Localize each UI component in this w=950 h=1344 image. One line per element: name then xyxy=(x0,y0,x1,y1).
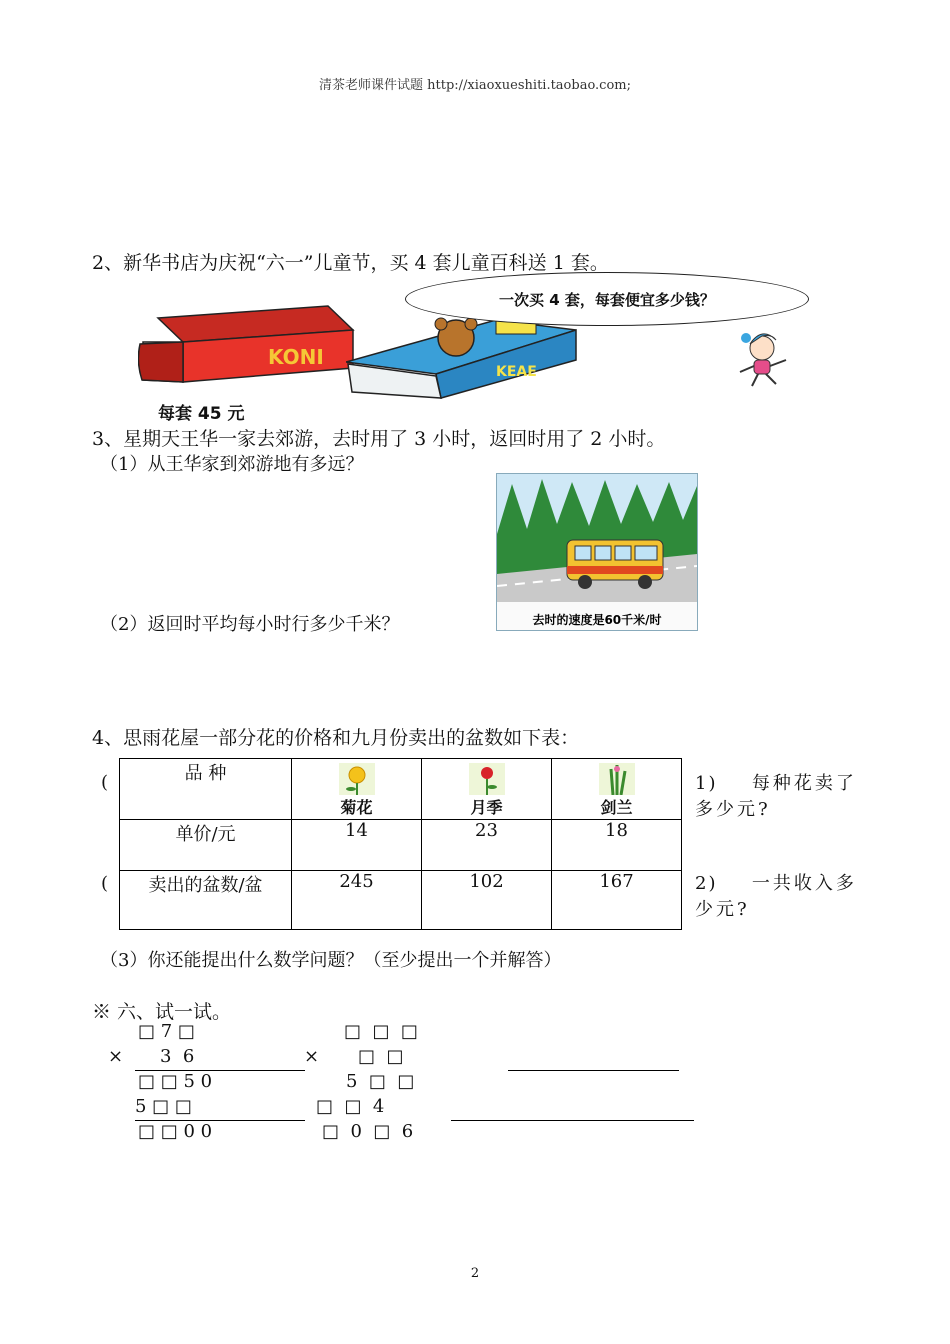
page-number: 2 xyxy=(470,1266,480,1281)
side-question-1 xyxy=(695,771,865,823)
side-question-1-text: 每种花卖了多少元? xyxy=(695,773,857,820)
side-question-2 xyxy=(695,871,865,923)
question-4-sub3: （3）你还能提出什么数学问题？（至少提出一个并解答） xyxy=(100,950,562,971)
puzzle-right-rule-1 xyxy=(508,1070,679,1071)
puzzle-right-line-2: □ □ xyxy=(358,1046,404,1067)
rose-icon xyxy=(469,763,505,795)
table-header-row xyxy=(120,759,682,820)
table-cell: 23 xyxy=(422,820,552,871)
page-header: 清茶老师课件试题 http://xiaoxueshiti.taobao.com; xyxy=(318,78,631,93)
puzzle-right-line-5: □ 0 □ 6 xyxy=(322,1121,414,1142)
section-6-title: ※ 六、试一试。 xyxy=(92,1001,232,1023)
question-3-sub2: （2）返回时平均每小时行多少千米？ xyxy=(100,614,400,635)
flower-price-table xyxy=(119,758,682,930)
puzzle-right-line-4: □ □ 4 xyxy=(316,1096,385,1117)
flower-name: 月季 xyxy=(470,798,503,817)
puzzle-left-line-4: 5 □ □ xyxy=(135,1096,192,1117)
puzzle-left-line-3: □ □ 5 0 xyxy=(138,1071,213,1092)
puzzle-left-line-1: □ 7 □ xyxy=(138,1021,195,1042)
table-cell xyxy=(422,759,552,820)
table-cell: 167 xyxy=(552,871,682,930)
table-cell: 245 xyxy=(292,871,422,930)
question-3-title: 3、星期天王华一家去郊游，去时用了 3 小时，返回时用了 2 小时。 xyxy=(92,428,666,450)
chrysanthemum-icon xyxy=(339,763,375,795)
side-question-2-text: 一共收入多少元? xyxy=(695,873,857,920)
svg-text:KEAE: KEAE xyxy=(496,364,537,380)
table-cell: 单价/元 xyxy=(120,820,292,871)
bus-caption: 去时的速度是60千米/时 xyxy=(532,613,662,627)
table-cell xyxy=(292,759,422,820)
girl-character-icon xyxy=(732,326,794,390)
red-book-illustration xyxy=(138,300,358,390)
price-label: 每套 45 元 xyxy=(158,404,245,424)
flower-name: 菊花 xyxy=(340,798,373,817)
puzzle-left-times: × xyxy=(108,1046,124,1067)
question-3-sub1: （1）从王华家到郊游地有多远？ xyxy=(100,454,364,475)
bus-scene-icon xyxy=(497,474,697,630)
side-question-2-number: 2) xyxy=(695,873,718,894)
puzzle-left-line-2: 3 6 xyxy=(160,1046,195,1067)
question-2-title: 2、新华书店为庆祝“六一”儿童节，买 4 套儿童百科送 1 套。 xyxy=(92,252,609,274)
gladiolus-icon xyxy=(599,763,635,795)
table-cell xyxy=(552,759,682,820)
svg-text:KONI: KONI xyxy=(268,345,324,369)
table-cell: 品 种 xyxy=(120,759,292,820)
table-cell: 18 xyxy=(552,820,682,871)
puzzle-right-rule-2 xyxy=(451,1120,694,1121)
table-cell: 14 xyxy=(292,820,422,871)
puzzle-right-line-1: □ □ □ xyxy=(344,1021,418,1042)
bus-picture xyxy=(496,473,698,631)
flower-name: 剑兰 xyxy=(600,798,633,817)
speech-bubble: 一次买 4 套，每套便宜多少钱？ xyxy=(405,272,809,326)
table-cell: 卖出的盆数/盆 xyxy=(120,871,292,930)
paren-1: ( xyxy=(101,772,109,793)
side-question-1-number: 1) xyxy=(695,773,718,794)
question-4-title: 4、思雨花屋一部分花的价格和九月份卖出的盆数如下表： xyxy=(92,727,580,749)
puzzle-right-line-3: 5 □ □ xyxy=(346,1071,415,1092)
table-row xyxy=(120,871,682,930)
paren-2: ( xyxy=(101,873,109,894)
puzzle-right-times: × xyxy=(304,1046,320,1067)
table-cell: 102 xyxy=(422,871,552,930)
table-row xyxy=(120,820,682,871)
puzzle-left-line-5: □ □ 0 0 xyxy=(138,1121,213,1142)
